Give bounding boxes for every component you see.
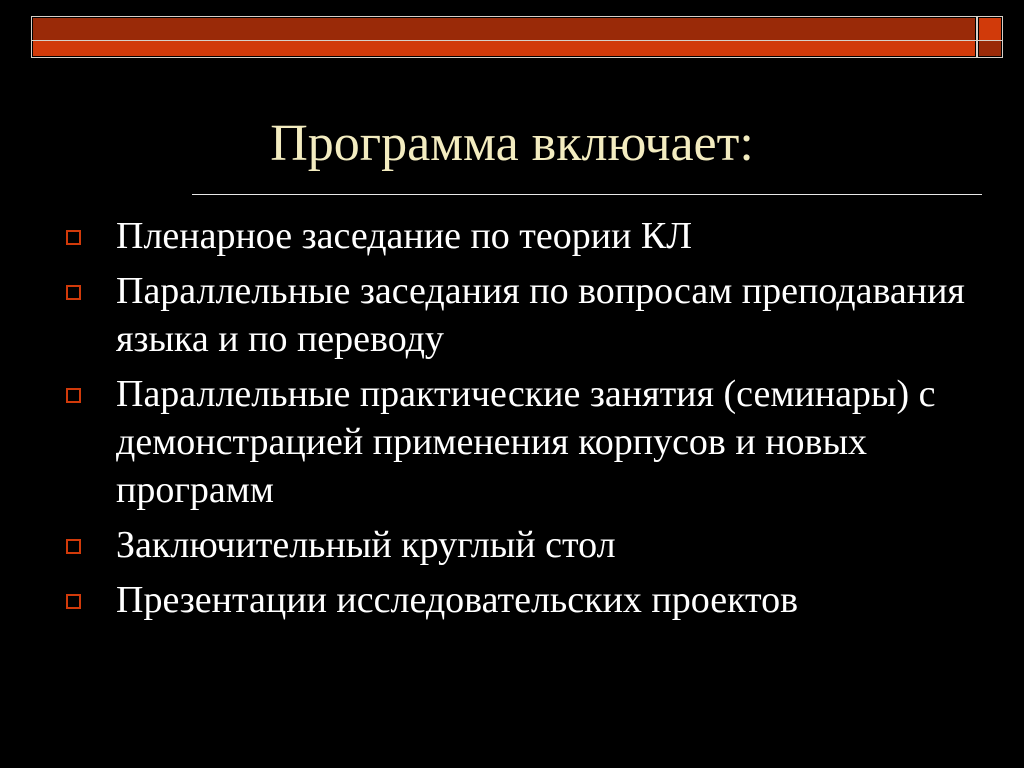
list-item-text: Параллельные практические занятия (семинары) с демонстрацией применения корпусов и новых программ [116, 373, 936, 511]
list-item-text: Пленарное заседание по теории КЛ [116, 215, 693, 257]
list-item [62, 521, 1002, 569]
hollow-square-bullet-icon [66, 594, 81, 609]
title-underline [192, 194, 982, 195]
list-item-text: Презентации исследовательских проектов [116, 579, 799, 621]
list-item [62, 576, 1002, 624]
hollow-square-bullet-icon [66, 230, 81, 245]
hollow-square-bullet-icon [66, 388, 81, 403]
bullet-list [62, 212, 1002, 631]
list-item [62, 370, 1002, 514]
decorative-band-midline [32, 40, 1002, 41]
list-item [62, 267, 1002, 363]
decorative-band-divider [976, 17, 978, 57]
slide-title: Программа включает: [270, 115, 754, 172]
list-item [62, 212, 1002, 260]
decorative-square-top [979, 18, 1001, 40]
list-item-text: Параллельные заседания по вопросам преподавания языка и по переводу [116, 270, 965, 360]
decorative-band-bottom [33, 41, 975, 56]
decorative-square-bottom [979, 41, 1001, 56]
decorative-band-top [33, 18, 975, 40]
hollow-square-bullet-icon [66, 285, 81, 300]
list-item-text: Заключительный круглый стол [116, 524, 616, 566]
hollow-square-bullet-icon [66, 539, 81, 554]
